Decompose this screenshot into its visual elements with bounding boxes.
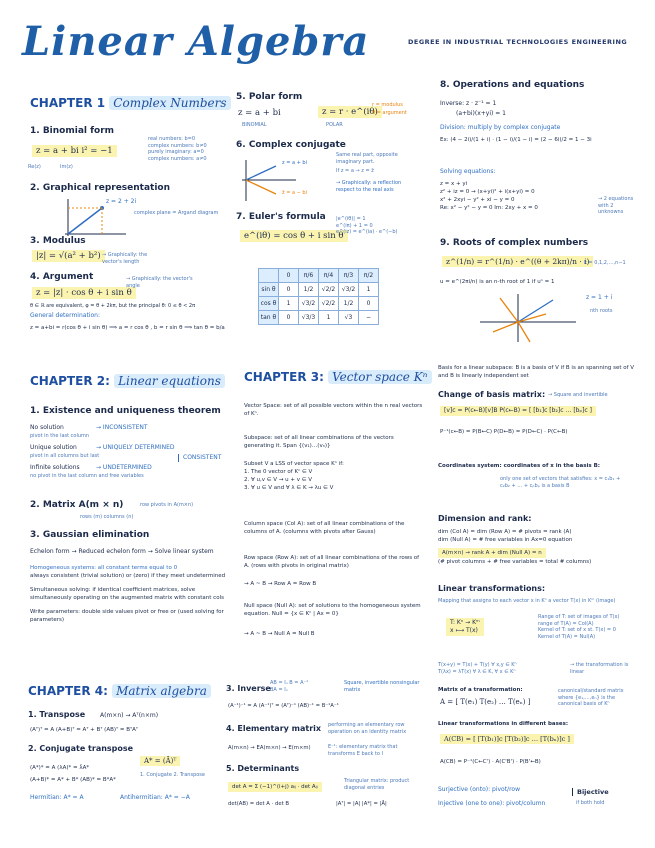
- coordinates: Coordinates system: coordinates of x in the basis B:: [438, 463, 601, 469]
- chapter2-name: Linear equations: [114, 374, 225, 388]
- polar-heading: 5. Polar form: [236, 92, 303, 102]
- transpose-heading: 1. Transpose: [28, 710, 86, 719]
- lt-box: [446, 618, 484, 636]
- table-cell: π/6: [299, 269, 319, 283]
- elementary-b: E⁻¹: elementary matrix that transforms E back to I: [328, 744, 398, 757]
- argument-text-2: General determination:: [30, 312, 100, 319]
- dimension-heading: Dimension and rank:: [438, 514, 532, 523]
- dimension-1: dim (Col A) = dim (Row A) = # pivots = rank (A): [438, 529, 572, 535]
- antihermitian: Antihermitian: A* = −A: [120, 794, 190, 801]
- euler-a: |e^(iθ)| = 1: [336, 216, 366, 222]
- argument-heading: 4. Argument: [30, 272, 94, 282]
- determinants-note: Triangular matrix: product diagonal entries: [344, 778, 410, 791]
- unique-solution-note: pivot in all columns but last: [30, 453, 100, 459]
- chapter3-label: CHAPTER 3:: [244, 370, 324, 384]
- binomial-notes: [148, 136, 228, 162]
- subspace-cond-0: Subset V a LSS of vector space Kⁿ if:: [244, 461, 344, 467]
- table-cell: 0: [279, 283, 299, 297]
- inverse-a-1: AB = Iₙ B = A⁻¹: [270, 680, 309, 686]
- basis: Basis for a linear subspace: B is a basis of V if B is an spanning set of V and B is linearly independent set: [438, 365, 635, 379]
- table-cell: 0: [279, 269, 299, 283]
- no-solution-tag: → INCONSISTENT: [96, 424, 148, 431]
- roots-z: z = 1 + i: [586, 294, 613, 301]
- conjugate-note-1: Same real part, opposite imaginary part.: [336, 152, 398, 165]
- vector-space: Vector Space: set of all possible vectors within the n real vectors of Kⁿ.: [244, 403, 423, 417]
- lt-map-2: x ⟼ T(x): [450, 627, 478, 634]
- dimension-2: dim (Null A) = # free variables in Ax=0 equation: [438, 537, 573, 543]
- polar-note-1: r = modulus: [372, 102, 403, 108]
- graphical-heading: 2. Graphical representation: [30, 183, 171, 193]
- lt-map-1: T: Kⁿ → Kᵐ: [450, 619, 480, 626]
- infinite-solutions: Infinite solutions: [30, 464, 80, 471]
- gaussian-b-title: Homogeneous systems: all constant terms equal to 0: [30, 565, 178, 571]
- lt-range: Range of T: set of images of T(x): [538, 614, 620, 620]
- table-cell: −: [359, 311, 379, 325]
- table-cell: 0: [279, 311, 299, 325]
- table-cell: 0: [359, 297, 379, 311]
- binomial-re: Re(z): [28, 164, 41, 170]
- hermitian: Hermitian: A* = A: [30, 794, 84, 801]
- conjugate-note-2: → Graphically: a reflection respect to the real axis: [336, 180, 402, 193]
- table-row: [259, 269, 379, 283]
- gaussian-d: Simultaneous solving: if identical coefficient matrices, solve simultaneously operating on the augmented matrix with constant cols: [30, 587, 224, 601]
- ops-solving-3: x² + 2xyi − y² + xi − y = 0: [440, 197, 515, 203]
- chapter4-name: Matrix algebra: [112, 684, 211, 698]
- transpose-b: (Aᵀ)ᵀ = A (A+B)ᵀ = Aᵀ + Bᵀ (AB)ᵀ = BᵀAᵀ: [30, 727, 138, 733]
- roots-heading: 9. Roots of complex numbers: [440, 238, 589, 248]
- gaussian-c: always consistent (trivial solution) or (zero) if they meet undetermined: [30, 573, 226, 579]
- modulus-note: → Graphically: the vector's length: [102, 252, 148, 265]
- table-cell: √3/2: [339, 283, 359, 297]
- no-solution-note: pivot in the last column: [30, 433, 90, 439]
- argument-text-1: θ ∈ ℝ are equivalent, φ = θ + 2kπ, but the principal θ: 0 ≤ θ < 2π: [30, 303, 196, 309]
- roots-note: nth roots: [590, 308, 613, 314]
- inverse-a-2: BA = Iₙ: [270, 686, 288, 693]
- transpose-a: A(m×n) → Aᵀ(n×m): [100, 712, 159, 719]
- argument-text-3: z = a+bi = r(cos θ + i sin θ) ⟹ a = r cos θ , b = r sin θ ⟹ tan θ = b/a: [30, 325, 225, 331]
- table-cell: √3/3: [299, 311, 319, 325]
- dimension-lines: [438, 528, 638, 566]
- binomial-note-2: complex numbers: b≠0: [148, 142, 207, 149]
- conjugate-z: z = a + bi: [282, 160, 307, 166]
- surjective: Surjective (onto): pivot/row: [438, 786, 520, 793]
- linear-transform-heading: Linear transformations:: [438, 584, 546, 593]
- conjugate-zbar: z̄ = a − bi: [282, 190, 307, 196]
- table-cell: [259, 269, 279, 283]
- coordinates-note: only one set of vectors that satisfies: x = c₁b₁ + c₂b₂ + … + cₚbₚ is a basis B: [500, 476, 621, 489]
- consistent-tag: CONSISTENT: [178, 454, 221, 462]
- injective: Injective (one to one): pivot/column: [438, 800, 546, 807]
- column-space: Column space (Col A): set of all linear combinations of the columns of A. (columns with pivots after Gauss): [244, 521, 405, 535]
- matrix-transform-eq: A = [ T(e₁) T(e₂) … T(eₙ) ]: [440, 698, 531, 706]
- matrix-transform-heading: Matrix of a transformation:: [438, 687, 523, 693]
- table-row: [259, 311, 379, 325]
- table-cell: √2/2: [319, 283, 339, 297]
- graphical-z: z = 2 + 2i: [106, 198, 137, 205]
- bijective: Bijective: [572, 788, 609, 796]
- matrix-transform-note: canonical/standard matrix where {e₁,…,eₙ} is the canonical basis of Kⁿ: [558, 688, 624, 707]
- table-cell: π/2: [359, 269, 379, 283]
- table-cell: 1/2: [299, 283, 319, 297]
- lt-prop-1: T(x+y) = T(x) + T(y) ∀ x,y ∈ Kⁿ: [438, 662, 517, 668]
- change-basis-note: → Square and invertible: [548, 392, 608, 398]
- table-cell: cos θ: [259, 297, 279, 311]
- subspace-cond-2: 2. ∀ u,v ∈ V → u + v ∈ V: [244, 477, 313, 483]
- change-basis-inv: P⁻¹(c←B) = P(B←C) P(D←B) = P(D←C) · P(C←B): [440, 429, 568, 435]
- existence-heading: 1. Existence and uniqueness theorem: [30, 406, 221, 416]
- roots-diagram: [478, 292, 578, 344]
- trig-table: [258, 268, 379, 325]
- euler-b: e^(iπ) + 1 = 0: [336, 222, 373, 229]
- elementary-note: performing an elementary row operation on an identity matrix: [328, 722, 407, 735]
- determinants-b: det(AB) = det A · det B: [228, 801, 289, 807]
- euler-note-a: [336, 216, 397, 236]
- determinants-a: det A = Σ (−1)^(i+j) aᵢⱼ · det Aᵢⱼ: [228, 782, 322, 792]
- table-cell: π/4: [319, 269, 339, 283]
- inverse-heading: 3. Inverse: [226, 684, 271, 693]
- modulus-heading: 3. Modulus: [30, 236, 86, 246]
- ops-solving-4: Re: x² − y² − y = 0 Im: 2xy + x = 0: [440, 205, 538, 211]
- conj-transpose-heading: 2. Conjugate transpose: [28, 744, 134, 753]
- page-title: Linear Algebra: [22, 18, 370, 65]
- modulus-equation: |z| = √(a² + b²): [32, 250, 105, 262]
- roots-k: k = 0,1,2,…,n−1: [584, 260, 626, 266]
- binomial-im: Im(z): [60, 164, 73, 170]
- chapter1-label: CHAPTER 1: [30, 96, 106, 110]
- chapter3-heading: [244, 370, 432, 384]
- binomial-note-3: purely imaginary: a=0: [148, 149, 204, 155]
- chapter2-label: CHAPTER 2:: [30, 374, 110, 388]
- unique-solution: Unique solution: [30, 444, 77, 451]
- binomial-heading: 1. Binomial form: [30, 126, 115, 136]
- argument-equation: z = |z| · cos θ + i sin θ: [32, 287, 136, 299]
- ops-solving: Solving equations:: [440, 168, 496, 175]
- inverse-note: Square, invertible nonsingular matrix: [344, 680, 420, 693]
- ops-inverse: Inverse: z · z⁻¹ = 1: [440, 100, 497, 107]
- chapter4-heading: [28, 684, 211, 698]
- lt-kernel: Kernel of T: set of x st. T(x) = 0: [538, 627, 616, 633]
- conjugate-heading: 6. Complex conjugate: [236, 140, 346, 150]
- table-cell: 1: [359, 283, 379, 297]
- lt-props: [438, 662, 558, 675]
- table-cell: √2/2: [319, 297, 339, 311]
- null-space-2: → A ~ B → Null A = Null B: [244, 631, 315, 637]
- binomial-note-1: real numbers: b=0: [148, 136, 196, 142]
- conj-transpose-b: (A+B)* = A* + B* (AB)* = B*A*: [30, 777, 116, 783]
- ops-solving-2: z² + iz = 0 → (x+yi)² + i(x+yi) = 0: [440, 189, 535, 195]
- polar-label-polar: POLAR: [326, 122, 343, 128]
- infinite-solutions-tag: → UNDETERMINED: [96, 464, 152, 471]
- degree-label: DEGREE IN INDUSTRIAL TECHNOLOGIES ENGINEERING: [408, 38, 628, 46]
- polar-label-binomial: BINOMIAL: [242, 122, 267, 128]
- polar-binomial: z = a + bi: [238, 108, 281, 118]
- elementary-a: A(m×n) → EA(m×n) → E(m×m): [228, 745, 311, 751]
- conj-transpose-d: 1. Conjugate 2. Transpose: [140, 772, 205, 778]
- matrix-note-b: row pivots in A(m×n): [140, 502, 194, 508]
- lt-linear-note: → the transformation is linear: [570, 662, 629, 675]
- operations-heading: 8. Operations and equations: [440, 80, 585, 90]
- argument-note: → Graphically: the vector's angle: [126, 276, 193, 289]
- gaussian-b: [30, 564, 226, 580]
- euler-heading: 7. Euler's formula: [236, 212, 326, 222]
- conj-transpose-a: (A*)* = A (λA)* = λ̄A*: [30, 765, 90, 771]
- table-row: [259, 297, 379, 311]
- ltd-eq-2: A(CB) = P⁻¹(C←C') · A(C'B') · P(B'←B): [440, 759, 541, 765]
- ops-solving-note: → 2 equations with 2 unknowns: [598, 196, 634, 215]
- matrix-note-a: rows (m) columns (n): [80, 514, 134, 520]
- subspace-conditions: [244, 460, 424, 492]
- chapter3-name: Vector space Kⁿ: [328, 370, 431, 384]
- gaussian-heading: 3. Gaussian elimination: [30, 530, 150, 540]
- dimension-4: (# pivot columns + # free variables = total # columns): [438, 559, 592, 565]
- lt-range-kernel: [538, 614, 638, 640]
- lt-kernel-2: Kernel of T(A) = Nul(A): [538, 633, 596, 640]
- subspace: Subspace: set of all linear combinations of the vectors generating it. Span {(v₁)…(vₙ)}: [244, 435, 394, 449]
- graphical-note: complex plane = Argand diagram: [134, 210, 219, 216]
- elementary-heading: 4. Elementary matrix: [226, 724, 322, 733]
- ops-division-2: Ex: (4 − 2i)/(1 + i) · (1 − i)/(1 − i) = (2 − 6i)/2 = 1 − 3i: [440, 137, 592, 143]
- euler-c: e^(iz) = e^(ia) · e^(−b): [336, 229, 398, 235]
- conjugate-note-3: If z = a → z = z̄: [336, 168, 374, 174]
- lt-mapping: Mapping that assigns to each vector x in Kⁿ a vector T(x) in Kᵐ (image): [438, 598, 616, 604]
- chapter4-label: CHAPTER 4:: [28, 684, 108, 698]
- table-row: [259, 283, 379, 297]
- ops-inverse-2: (a+bi)(x+yi) = 1: [456, 110, 506, 117]
- dimension-3: A(m×n) → rank A + dim (Null A) = n: [438, 548, 546, 558]
- change-basis-eq: [v]c = P(c←B)[v]B P(c←B) = [ [b₁]c [b₂]c … [bₚ]c ]: [440, 406, 596, 416]
- chapter1-heading: [30, 96, 231, 110]
- table-cell: 1: [279, 297, 299, 311]
- ops-solving-lines: [440, 180, 590, 212]
- infinite-solutions-note: no pivot in the last column and free variables: [30, 473, 144, 479]
- table-cell: √3/2: [299, 297, 319, 311]
- gaussian-e: Write parameters: double side values pivot or free or (used solving for parameters): [30, 609, 224, 623]
- lt-range-2: range of T(A) = Col(A): [538, 620, 594, 627]
- bijective-note: if both hold: [576, 800, 605, 806]
- table-cell: 1: [319, 311, 339, 325]
- table-cell: 1/2: [339, 297, 359, 311]
- table-cell: sin θ: [259, 283, 279, 297]
- ltd-heading: Linear transformations in different bases:: [438, 721, 569, 727]
- unique-solution-tag: → UNIQUELY DETERMINED: [96, 444, 175, 451]
- subspace-cond-1: 1. The 0 vector of Kⁿ ∈ V: [244, 469, 313, 475]
- roots-u: u = e^(2πi/n) is an n-th root of 1 if uⁿ = 1: [440, 279, 555, 285]
- euler-equation: e^(iθ) = cos θ + i sin θ: [240, 230, 348, 242]
- roots-equation: z^(1/n) = r^(1/n) · e^((θ + 2kπ)/n · i): [442, 256, 593, 267]
- change-basis-heading: Change of basis matrix:: [438, 390, 546, 399]
- matrix-heading: 2. Matrix A(m × n): [30, 500, 124, 510]
- ltd-eq-1: A(CB) = [ [T(b₁)]c [T(b₂)]c … [T(bₙ)]c ]: [440, 734, 574, 744]
- inverse-props: (A⁻¹)⁻¹ = A (A⁻¹)ᵀ = (Aᵀ)⁻¹ (AB)⁻¹ = B⁻¹A⁻¹: [228, 703, 339, 709]
- table-cell: tan θ: [259, 311, 279, 325]
- lt-prop-2: T(λx) = λT(x) ∀ λ ∈ K, ∀ x ∈ Kⁿ: [438, 668, 516, 675]
- subspace-cond-3: 3. ∀ u ∈ V and ∀ λ ∈ K → λu ∈ V: [244, 485, 334, 491]
- row-space: Row space (Row A): set of all linear combinations of the rows of A. (rows with pivots in original matrix): [244, 555, 420, 569]
- null-space: Null space (Null A): set of solutions to the homogeneous system equation. Null = {x ∈ Kⁿ | Ax = 0}: [244, 603, 421, 617]
- polar-polar: z = r · e^(iθ): [318, 106, 382, 118]
- row-space-2: → A ~ B → Row A = Row B: [244, 581, 317, 587]
- binomial-note-4: complex numbers: a≠0: [148, 155, 207, 162]
- chapter1-name: Complex Numbers: [109, 96, 230, 110]
- determinants-heading: 5. Determinants: [226, 764, 300, 773]
- table-cell: π/3: [339, 269, 359, 283]
- conj-transpose-c: A* = (Ā)ᵀ: [140, 756, 180, 766]
- table-cell: √3: [339, 311, 359, 325]
- no-solution: No solution: [30, 424, 64, 431]
- binomial-equation: z = a + bi i² = −1: [32, 145, 117, 157]
- determinants-c: |Aᵀ| = |A| |A*| = |Ā|: [336, 801, 387, 807]
- ops-solving-1: z = x + yi: [440, 181, 468, 187]
- chapter2-heading: [30, 374, 225, 388]
- inverse-a: [270, 680, 308, 693]
- gaussian-a: Echelon form → Reduced echelon form → Solve linear system: [30, 548, 214, 555]
- polar-note-2: θ = argument: [372, 110, 407, 116]
- ops-division: Division: multiply by complex conjugate: [440, 124, 561, 131]
